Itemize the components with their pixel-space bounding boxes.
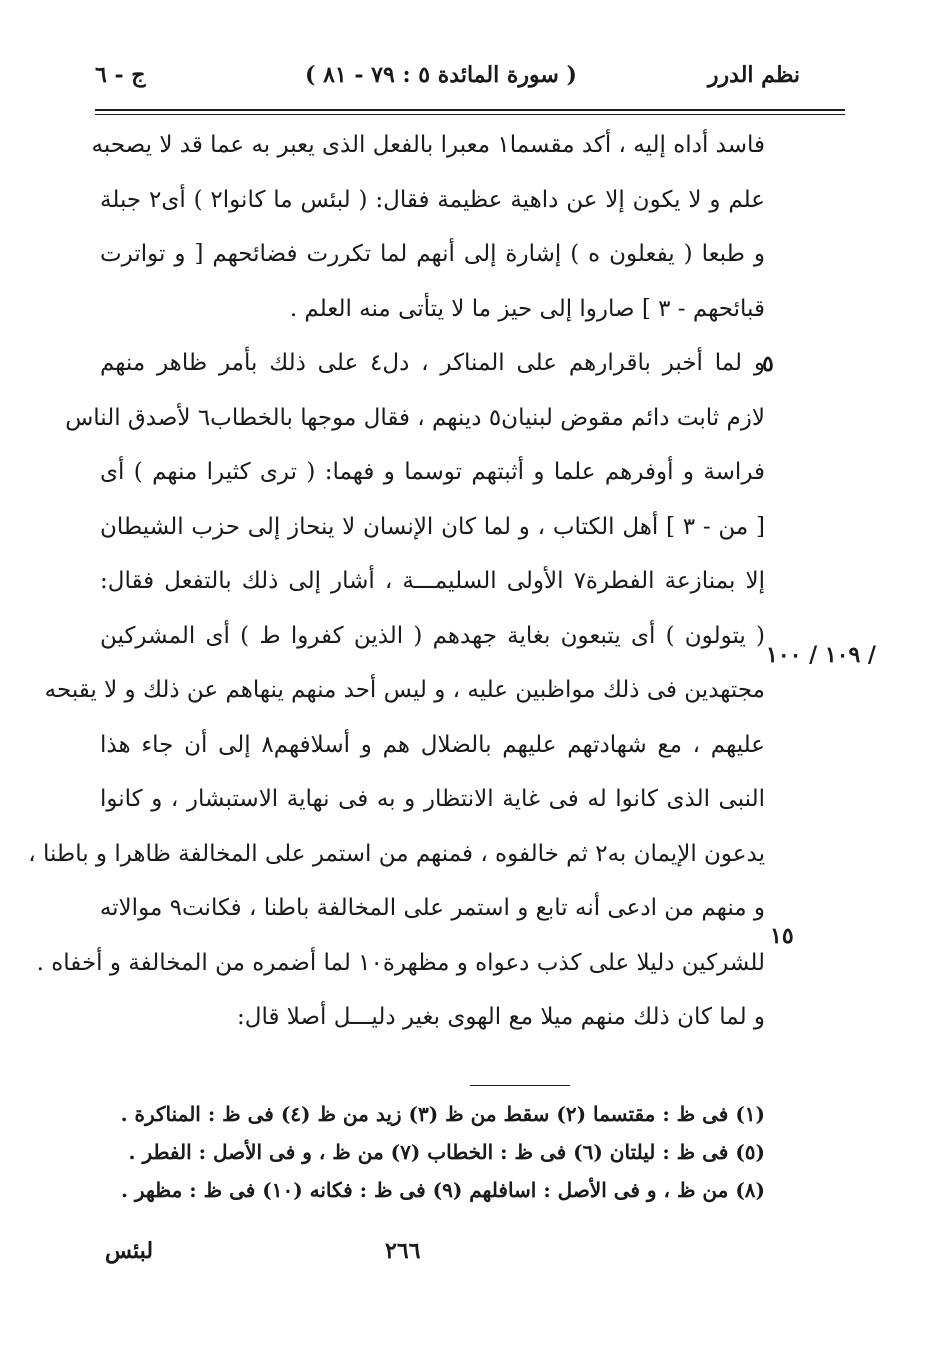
volume-number: ج - ٦ [95,62,146,88]
text-line: للشركين دليلا على كذب دعواه و مظهرة١٠ لما أضمره من المخالفة و أخفاه . [36,949,765,976]
text-line: فاسد أداه إليه ، أكد مقسما١ معبرا بالفعل الذى يعبر به عما قد لا يصحبه [91,132,765,158]
catchword: لبئس [105,1238,154,1264]
text-line: قبائحهم - ٣ ] صاروا إلى حيز ما لا يتأتى منه العلم . [289,295,765,322]
footnote-line: (٥) فى ظ : ليلتان (٦) فى ظ : الخطاب (٧) من ظ ، و فى الأصل : الفطر . [128,1140,765,1164]
page-number: ٢٦٦ [385,1238,421,1264]
text-line: يدعون الإيمان به٢ ثم خالفوه ، فمنهم من استمر على المخالفة ظاهرا و باطنا ، [28,840,765,867]
chapter-reference: ( سورة المائدة ٥ : ٧٩ - ٨١ ) [305,62,577,88]
text-line: عليهم ، مع شهادتهم عليهم بالضلال هم و أسلافهم٨ إلى أن جاء هذا [100,731,765,758]
footnote-line: (١) فى ظ : مقتسما (٢) سقط من ظ (٣) زيد من ظ (٤) فى ظ : المناكرة . [120,1102,765,1126]
text-line: و لما أخبر باقرارهم على المناكر ، دل٤ على ذلك بأمر ظاهر منهم [100,350,765,376]
footnote-line: (٨) من ظ ، و فى الأصل : اسافلهم (٩) فى ظ : فكانه (١٠) فى ظ : مظهر . [121,1178,765,1202]
running-header [95,58,800,102]
text-line: و منهم من ادعى أنه تابع و استمر على المخالفة باطنا ، فكانت٩ موالاته [99,895,765,921]
text-line: و لما كان ذلك منهم ميلا مع الهوى بغير دليـــل أصلا قال: [237,1004,765,1030]
text-line: [ من - ٣ ] أهل الكتاب ، و لما كان الإنسان لا ينحاز إلى حزب الشيطان [100,513,765,540]
footnotes [110,1095,765,1209]
text-line: و طبعا ( يفعلون ه ) إشارة إلى أنهم لما تكررت فضائحهم [ و تواترت [100,241,765,267]
text-line: علم و لا يكون إلا عن داهية عظيمة فقال: ( لبئس ما كانوا٢ ) أى٢ جبلة [100,186,765,213]
line-number-5: ٥ [762,351,774,377]
text-line: لازم ثابت دائم مقوض لبنيان٥ دينهم ، فقال موجها بالخطاب٦ لأصدق الناس [65,404,765,431]
verse-numbers: ١٠٩ / ١٠٠ / [766,642,876,668]
text-line: ( يتولون ) أى يتبعون بغاية جهدهم ( الذين كفروا ط ) أى المشركين [100,622,765,649]
text-line: فراسة و أوفرهم علما و أثبتهم توسما و فهما: ( ترى كثيرا منهم ) أى [100,459,765,485]
text-line: النبى الذى كانوا له فى غاية الانتظار و به فى نهاية الاستبشار ، و كانوا [100,786,765,812]
text-line: مجتهدين فى ذلك مواظبين عليه ، و ليس أحد منهم ينهاهم عن ذلك و لا يقبحه [44,677,765,703]
line-number-15: ١٥ [770,923,794,949]
header-rule [95,109,845,111]
text-line: إلا بمنازعة الفطرة٧ الأولى السليمـــة ، أشار إلى ذلك بالتفعل فقال: [100,568,765,594]
book-title: نظم الدرر [707,62,800,88]
header-rule-thin [95,114,845,115]
main-text [28,118,765,1045]
footnote-rule [470,1085,570,1086]
